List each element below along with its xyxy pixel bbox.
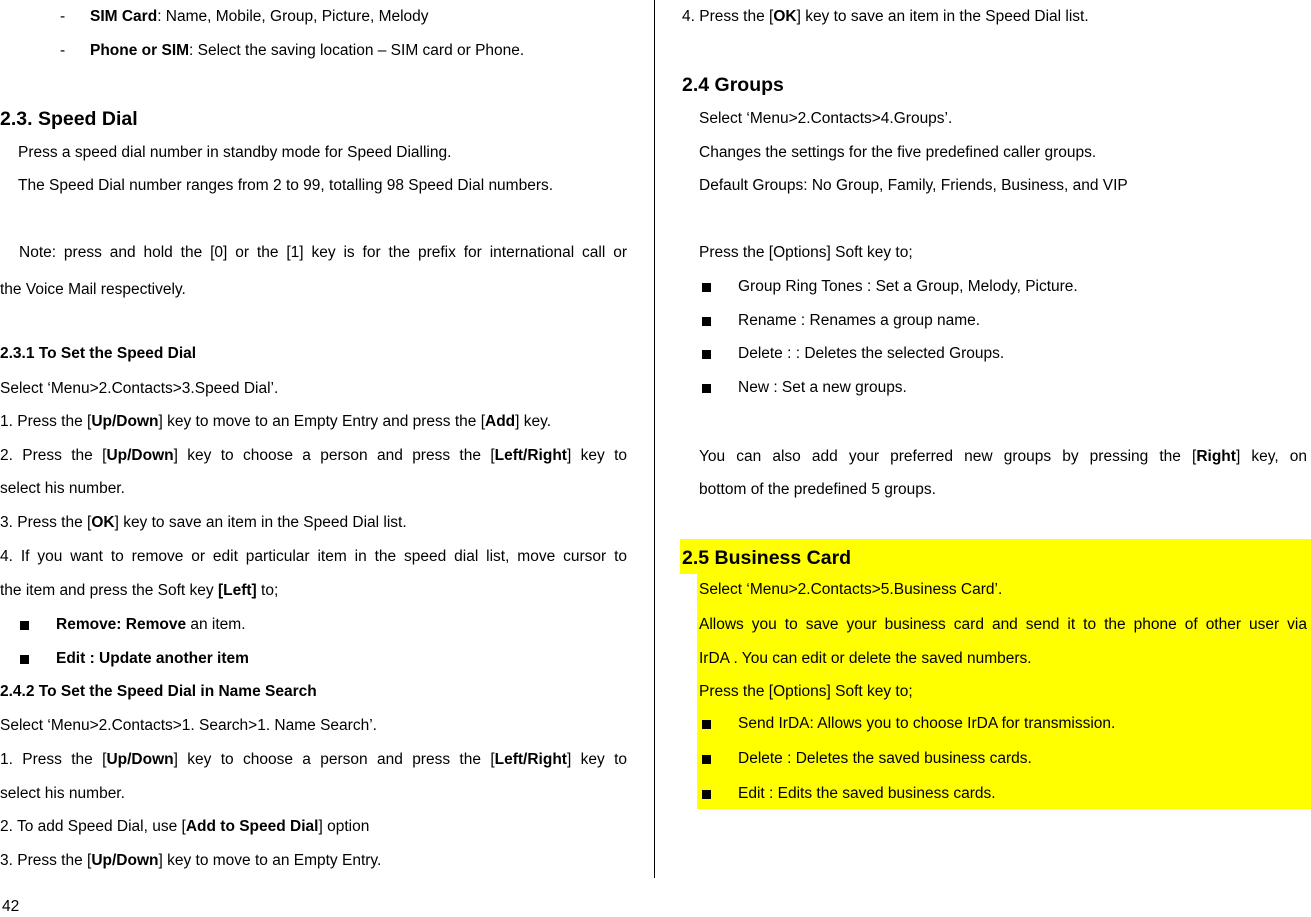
section-business-card-title: 2.5 Business Card (682, 547, 852, 569)
square-bullet-icon (702, 755, 711, 764)
note-line: the Voice Mail respectively. (0, 281, 186, 298)
square-bullet-icon (20, 655, 29, 664)
step-line: select his number. (0, 785, 125, 802)
step-line: select his number. (0, 480, 125, 497)
square-bullet-icon (702, 790, 711, 799)
step-line: the item and press the Soft key [Left] to; (0, 582, 279, 599)
paragraph: IrDA . You can edit or delete the saved numbers. (699, 650, 1032, 667)
paragraph: Select ‘Menu>2.Contacts>4.Groups’. (699, 110, 953, 127)
section-groups-title: 2.4 Groups (682, 74, 784, 96)
section-speed-dial-title: 2.3. Speed Dial (0, 108, 138, 130)
step-line: 3. Press the [OK] key to save an item in the Speed Dial list. (0, 514, 407, 531)
paragraph: Allows you to save your business card and send it to the phone of other user via (699, 616, 1307, 633)
step-line: 4. Press the [OK] key to save an item in the Speed Dial list. (682, 8, 1089, 25)
bullet-send-irda: Send IrDA: Allows you to choose IrDA for transmission. (738, 715, 1116, 732)
paragraph: The Speed Dial number ranges from 2 to 99, totalling 98 Speed Dial numbers. (18, 177, 554, 194)
subsection-set-speed-dial-title: 2.3.1 To Set the Speed Dial (0, 345, 197, 362)
bullet-delete-cards: Delete : Deletes the saved business cards. (738, 750, 1032, 767)
paragraph: Changes the settings for the five predefined caller groups. (699, 144, 1097, 161)
bullet-group-ring-tones: Group Ring Tones : Set a Group, Melody, Picture. (738, 278, 1078, 295)
paragraph: Select ‘Menu>2.Contacts>1. Search>1. Name Search’. (0, 717, 377, 734)
paragraph: Default Groups: No Group, Family, Friends, Business, and VIP (699, 177, 1128, 194)
paragraph: Select ‘Menu>2.Contacts>3.Speed Dial’. (0, 380, 279, 397)
square-bullet-icon (702, 720, 711, 729)
bullet-edit: Edit : Update another item (56, 650, 249, 667)
phone-or-sim-line: Phone or SIM: Select the saving location – SIM card or Phone. (90, 42, 525, 59)
square-bullet-icon (702, 283, 711, 292)
paragraph: Press the [Options] Soft key to; (699, 683, 913, 700)
square-bullet-icon (702, 350, 711, 359)
sim-card-line: SIM Card: Name, Mobile, Group, Picture, Melody (90, 8, 429, 25)
bullet-new-group: New : Set a new groups. (738, 379, 907, 396)
step-line: 2. Press the [Up/Down] key to choose a person and press the [Left/Right] key to (0, 447, 628, 464)
bullet-remove: Remove: Remove an item. (56, 616, 246, 633)
dash-marker: - (60, 8, 66, 25)
step-line: 2. To add Speed Dial, use [Add to Speed Dial] option (0, 818, 370, 835)
column-divider (654, 0, 655, 878)
step-line: 1. Press the [Up/Down] key to choose a person and press the [Left/Right] key to (0, 751, 628, 768)
page-number: 42 (2, 898, 20, 915)
square-bullet-icon (702, 384, 711, 393)
paragraph: bottom of the predefined 5 groups. (699, 481, 936, 498)
dash-marker: - (60, 42, 66, 59)
paragraph: Press a speed dial number in standby mode for Speed Dialling. (18, 144, 452, 161)
note-line: Note: press and hold the [0] or the [1] key is for the prefix for international call or (19, 244, 627, 261)
square-bullet-icon (702, 317, 711, 326)
paragraph: You can also add your preferred new groups by pressing the [Right] key, on (699, 448, 1307, 465)
bullet-delete-groups: Delete : : Deletes the selected Groups. (738, 345, 1005, 362)
paragraph: Select ‘Menu>2.Contacts>5.Business Card’. (699, 581, 1003, 598)
step-line: 3. Press the [Up/Down] key to move to an Empty Entry. (0, 852, 382, 869)
bullet-rename: Rename : Renames a group name. (738, 312, 981, 329)
paragraph: Press the [Options] Soft key to; (699, 244, 913, 261)
subsection-name-search-title: 2.4.2 To Set the Speed Dial in Name Search (0, 683, 317, 700)
bullet-edit-cards: Edit : Edits the saved business cards. (738, 785, 996, 802)
step-line: 1. Press the [Up/Down] key to move to an Empty Entry and press the [Add] key. (0, 413, 552, 430)
step-line: 4. If you want to remove or edit particular item in the speed dial list, move cursor to (0, 548, 627, 565)
square-bullet-icon (20, 621, 29, 630)
